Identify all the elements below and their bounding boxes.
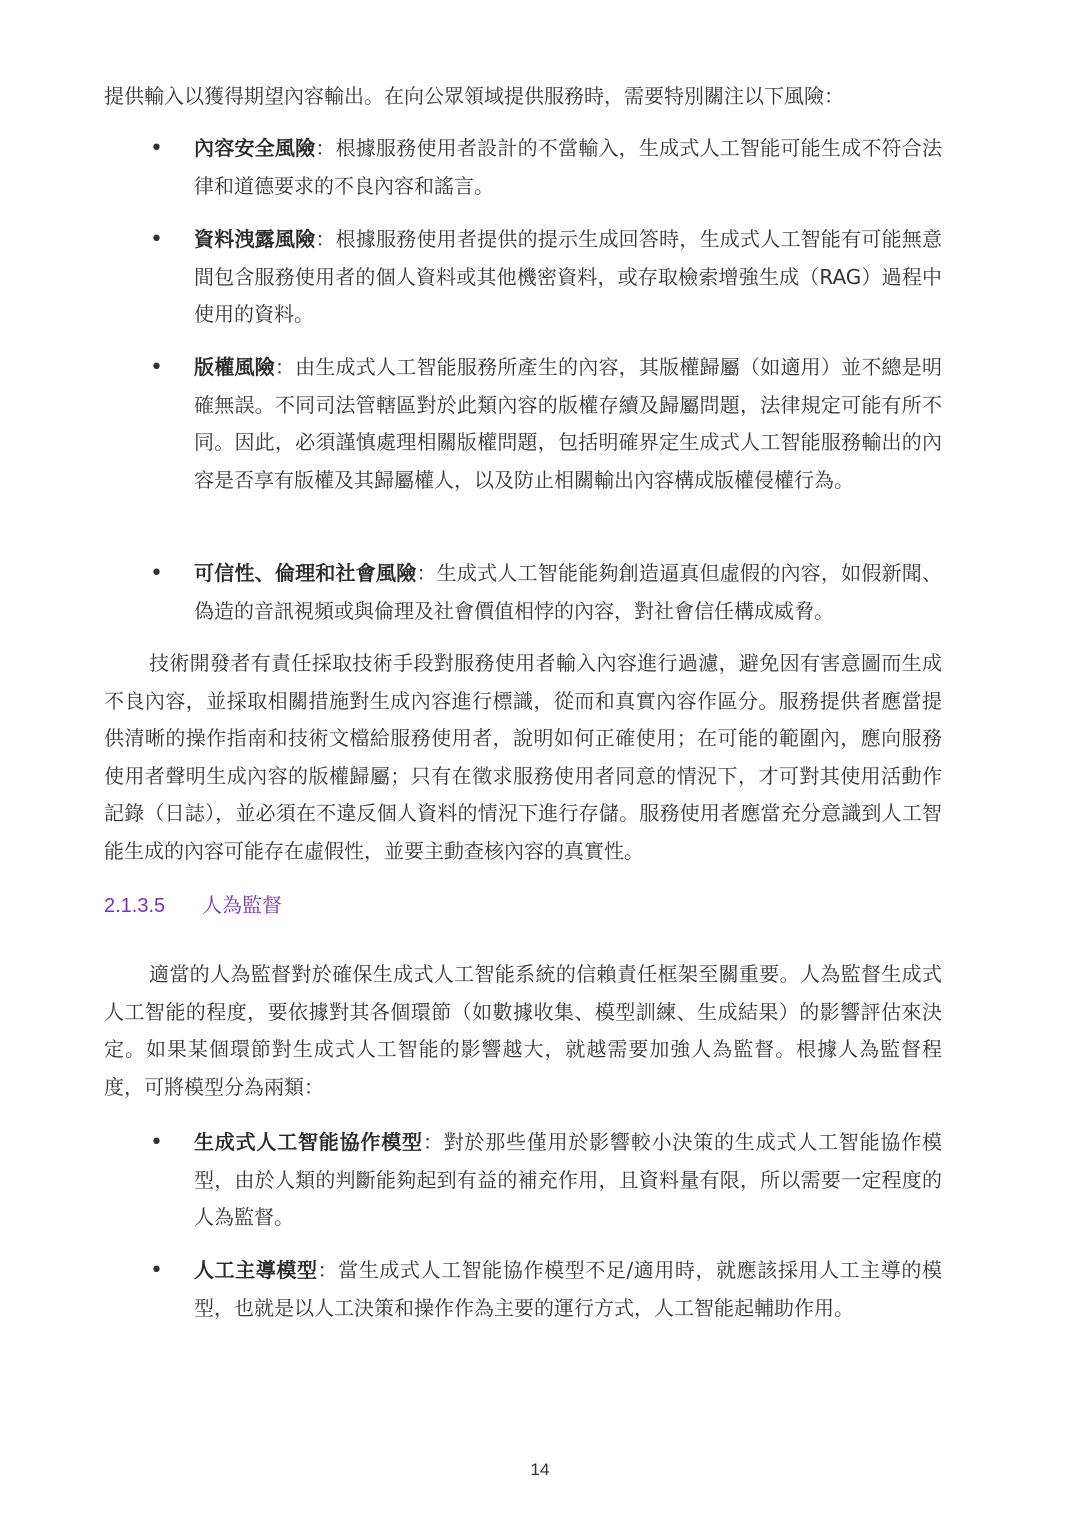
model-term: 人工主導模型	[194, 1258, 318, 1282]
risk-item-credibility-ethics	[150, 555, 942, 630]
risk-term: 可信性、倫理和社會風險	[194, 561, 417, 585]
risk-item-text	[194, 130, 942, 205]
risk-description: ：由生成式人工智能服務所產生的內容，其版權歸屬（如適用）並不總是明確無誤。不同司法管轄區對於此類內容的版權存續及歸屬問題，法律規定可能有所不同。因此，必須謹慎處理相關版權問題，包括明確界定生成式人工智能服務輸出的內容是否享有版權及其歸屬權人，以及防止相關輸出內容構成版權侵權行為。	[194, 355, 943, 492]
risk-item-copyright	[150, 349, 942, 499]
model-description: ：對於那些僅用於影響較小決策的生成式人工智能協作模型，由於人類的判斷能夠起到有益的補充作用，且資料量有限，所以需要一定程度的人為監督。	[194, 1130, 943, 1229]
model-item-text	[194, 1252, 942, 1327]
intro-paragraph: 提供輸入以獲得期望內容輸出。在向公眾領域提供服務時，需要特別關注以下風險：	[104, 84, 844, 108]
section-heading	[104, 890, 282, 922]
risk-description: ：生成式人工智能能夠創造逼真但虛假的內容，如假新聞、偽造的音訊視頻或與倫理及社會價值相悖的內容，對社會信任構成威脅。	[194, 561, 943, 623]
developer-responsibility-paragraph: 技術開發者有責任採取技術手段對服務使用者輸入內容進行過濾，避免因有害意圖而生成不良內容，並採取相關措施對生成內容進行標識，從而和真實內容作區分。服務提供者應當提供清晰的操作指南和技術文檔給服務使用者，說明如何正確使用；在可能的範圍內，應向服務使用者聲明生成內容的版權歸屬；只有在徵求服務使用者同意的情況下，才可對其使用活動作記錄（日誌），並必須在不違反個人資料的情況下進行存儲。服務使用者應當充分意識到人工智能生成的內容可能存在虛假性，並要主動查核內容的真實性。	[104, 651, 942, 863]
bullet-icon: •	[150, 1130, 163, 1155]
bullet-icon: •	[150, 561, 163, 586]
risk-item-content-safety	[150, 130, 942, 205]
bullet-icon: •	[150, 136, 163, 161]
risk-item-text	[194, 221, 942, 334]
page-number: 14	[530, 1460, 550, 1479]
bullet-icon: •	[150, 227, 163, 252]
risk-description: ：根據服務使用者設計的不當輸入，生成式人工智能可能生成不符合法律和道德要求的不良內容和謠言。	[194, 136, 943, 198]
human-oversight-paragraph: 適當的人為監督對於確保生成式人工智能系統的信賴責任框架至關重要。人為監督生成式人工智能的程度，要依據對其各個環節（如數據收集、模型訓練、生成結果）的影響評估來決定。如果某個環節對生成式人工智能的影響越大，就越需要加強人為監督。根據人為監督程度，可將模型分為兩類：	[104, 962, 942, 1099]
risk-term: 內容安全風險	[194, 136, 316, 160]
section-number: 2.1.3.5	[104, 895, 166, 917]
risk-description: ：根據服務使用者提供的提示生成回答時，生成式人工智能有可能無意間包含服務使用者的個人資料或其他機密資料，或存取檢索增強生成（RAG）過程中使用的資料。	[194, 227, 943, 326]
risk-term: 版權風險	[194, 355, 275, 379]
risk-item-text	[194, 555, 942, 630]
model-item-human-led	[150, 1252, 942, 1327]
risk-item-text	[194, 349, 942, 499]
bullet-icon: •	[150, 1258, 163, 1283]
bullet-icon: •	[150, 355, 163, 380]
risk-term: 資料洩露風險	[194, 227, 316, 251]
model-item-collaborative	[150, 1124, 942, 1237]
model-item-text	[194, 1124, 942, 1237]
model-term: 生成式人工智能協作模型	[194, 1130, 423, 1154]
section-title: 人為監督	[202, 895, 282, 917]
risk-item-data-leak	[150, 221, 942, 334]
model-description: ：當生成式人工智能協作模型不足/適用時，就應該採用人工主導的模型，也就是以人工決策和操作作為主要的運行方式，人工智能起輔助作用。	[194, 1258, 942, 1320]
